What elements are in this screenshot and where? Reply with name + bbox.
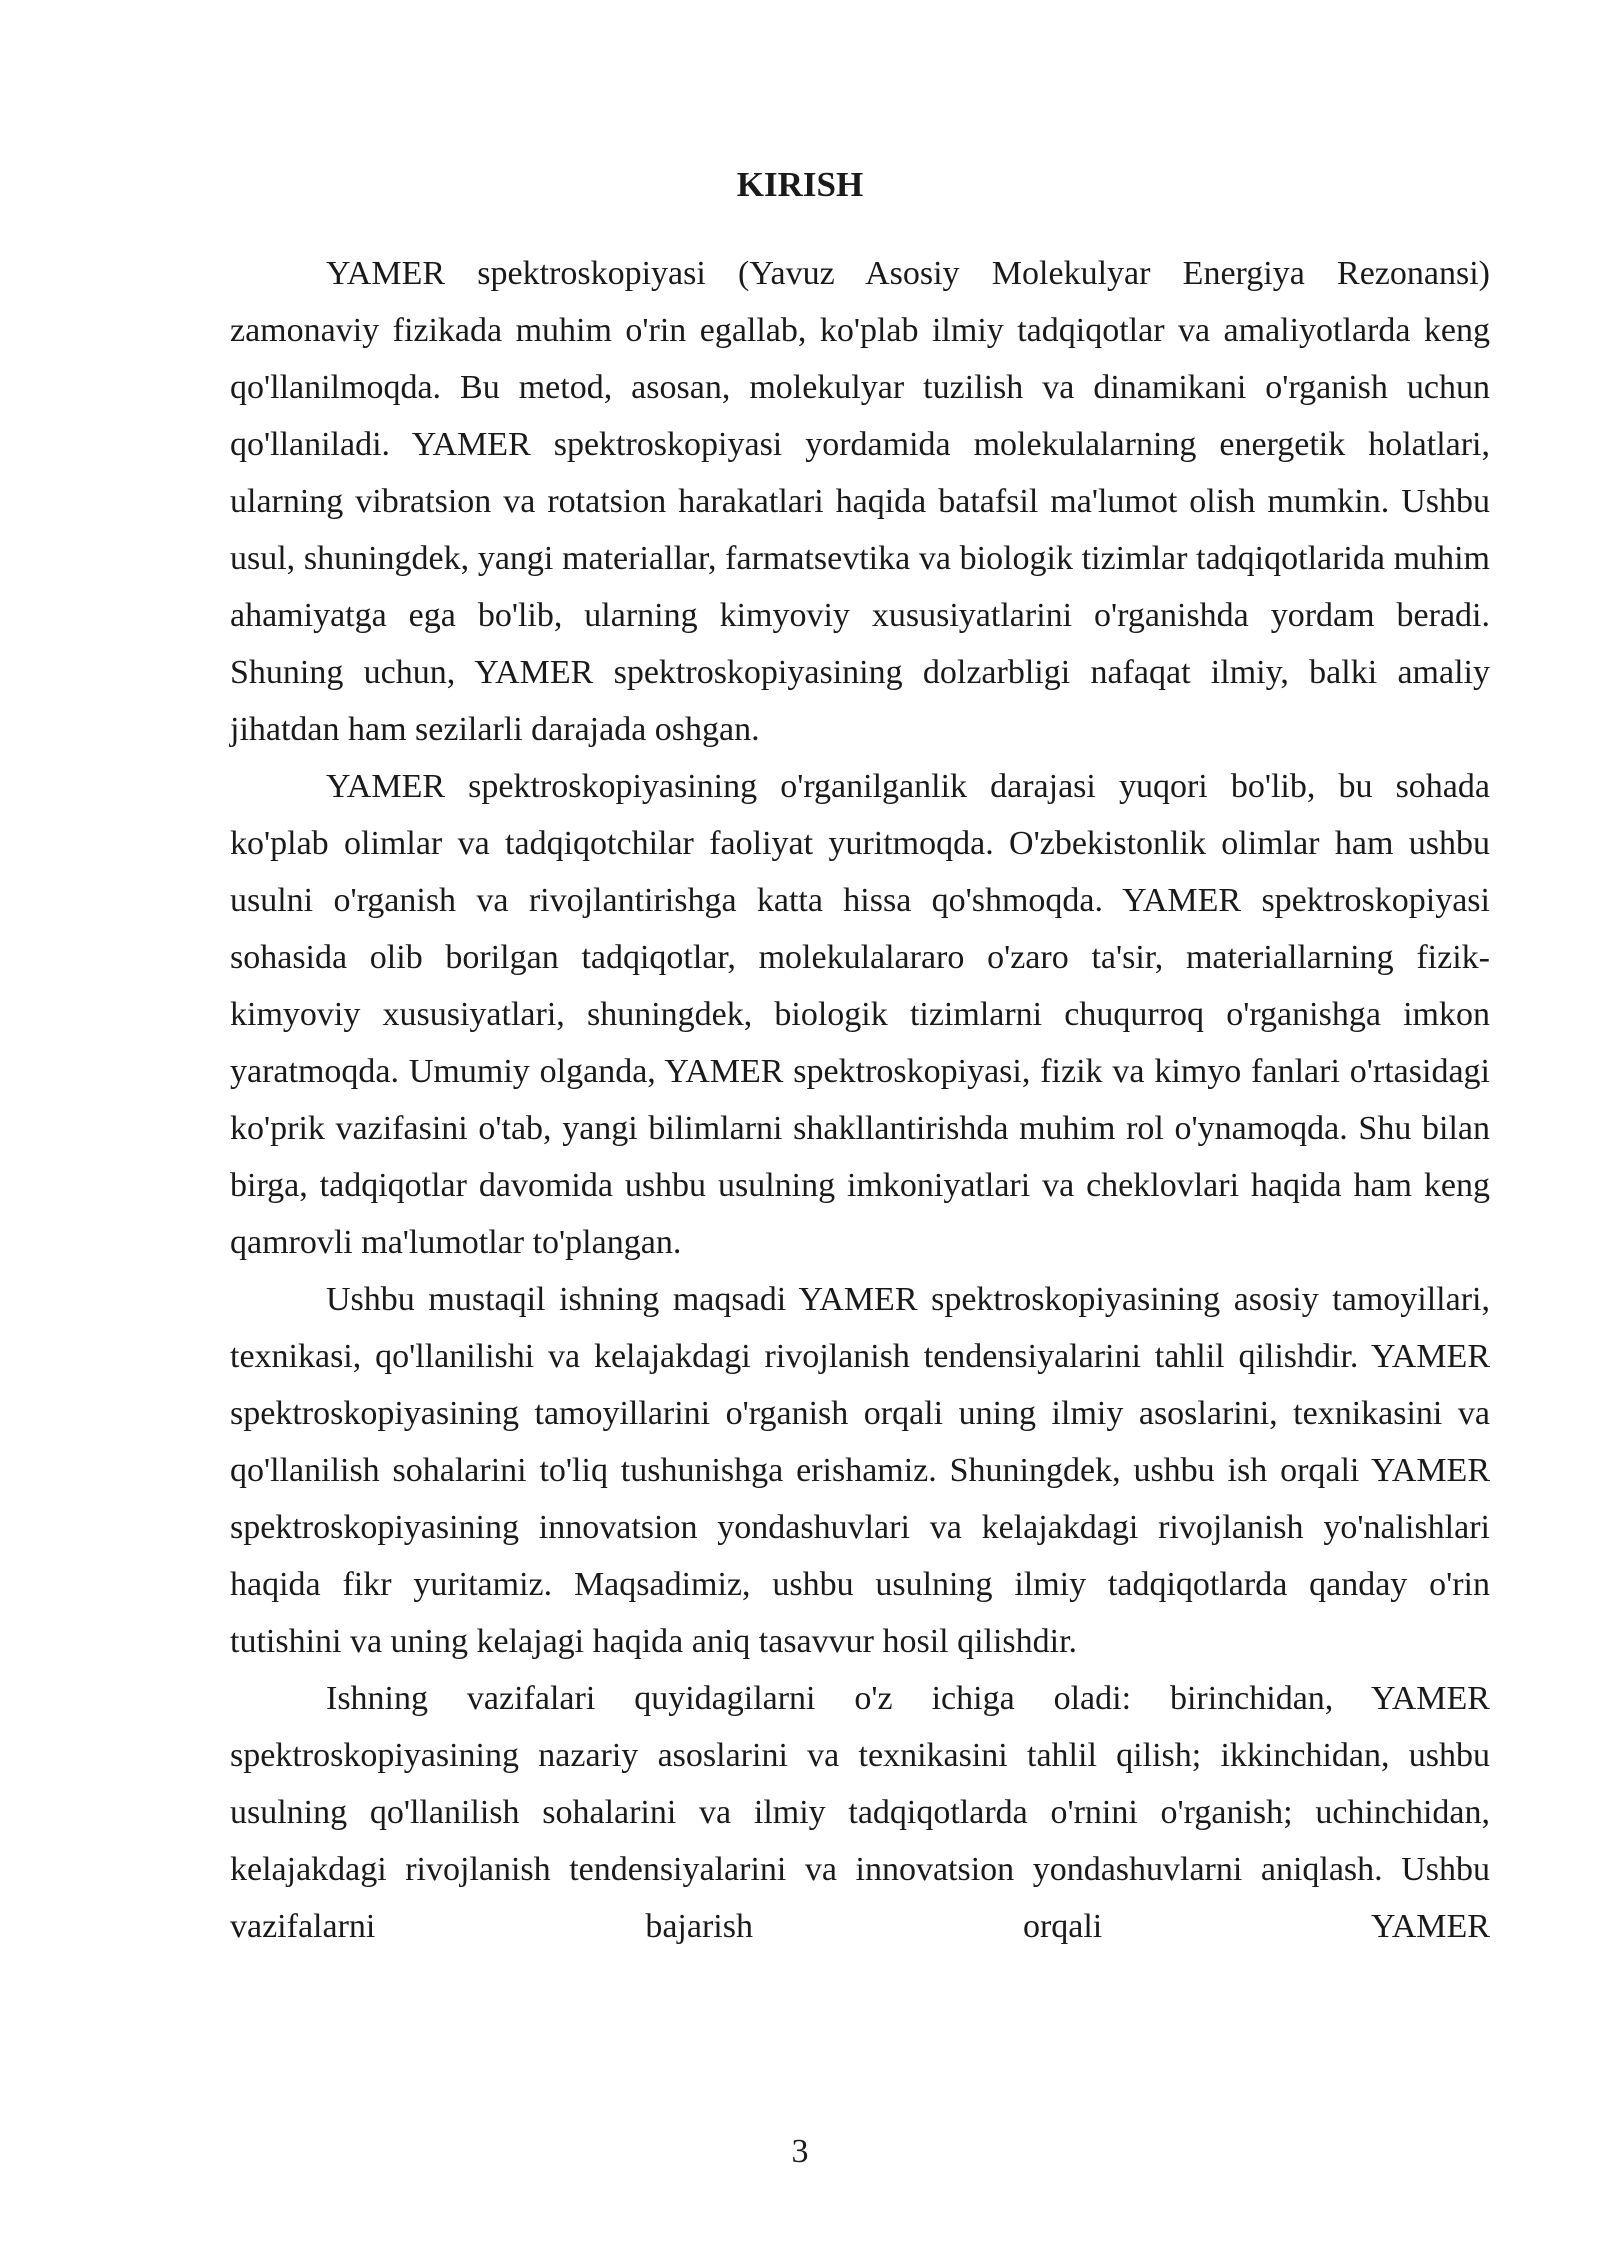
paragraph-2: YAMER spektroskopiyasining o'rganilganlik darajasi yuqori bo'lib, bu sohada ko'plab olimlar va tadqiqotchilar faoliyat yuritmoqda. O'zbekistonlik olimlar ham ushbu usulni o'rganish va rivojlantirishga katta hissa qo'shmoqda. YAMER spektroskopiyasi sohasida olib borilgan tadqiqotlar, molekulalararo o'zaro ta'sir, materiallarning fizik-kimyoviy xususiyatlari, shuningdek, biologik tizimlarni chuqurroq o'rganishga imkon yaratmoqda. Umumiy olganda, YAMER spektroskopiyasi, fizik va kimyo fanlari o'rtasidagi ko'prik vazifasini o'tab, yangi bilimlarni shakllantirishda muhim rol o'ynamoqda. Shu bilan birga, tadqiqotlar davomida ushbu usulning imkoniyatlari va cheklovlari haqida ham keng qamrovli ma'lumotlar to'plangan. <box>230 768 1490 1261</box>
paragraph-3: Ushbu mustaqil ishning maqsadi YAMER spektroskopiyasining asosiy tamoyillari, texnikasi, qo'llanilishi va kelajakdagi rivojlanish tendensiyalarini tahlil qilishdir. YAMER spektroskopiyasining tamoyillarini o'rganish orqali uning ilmiy asoslarini, texnikasini va qo'llanilish sohalarini to'liq tushunishga erishamiz. Shuningdek, ushbu ish orqali YAMER spektroskopiyasining innovatsion yondashuvlari va kelajakdagi rivojlanish yo'nalishlari haqida fikr yuritamiz. Maqsadimiz, ushbu usulning ilmiy tadqiqotlarda qanday o'rin tutishini va uning kelajagi haqida aniq tasavvur hosil qilishdir. <box>230 1281 1490 1660</box>
body-text <box>230 245 1490 1955</box>
section-heading: KIRISH <box>736 165 864 204</box>
page-number: 3 <box>791 2133 809 2170</box>
paragraph-1: YAMER spektroskopiyasi (Yavuz Asosiy Molekulyar Energiya Rezonansi) zamonaviy fizikada muhim o'rin egallab, ko'plab ilmiy tadqiqotlar va amaliyotlarda keng qo'llanilmoqda. Bu metod, asosan, molekulyar tuzilish va dinamikani o'rganish uchun qo'llaniladi. YAMER spektroskopiyasi yordamida molekulalarning energetik holatlari, ularning vibratsion va rotatsion harakatlari haqida batafsil ma'lumot olish mumkin. Ushbu usul, shuningdek, yangi materiallar, farmatsevtika va biologik tizimlar tadqiqotlarida muhim ahamiyatga ega bo'lib, ularning kimyoviy xususiyatlarini o'rganishda yordam beradi. Shuning uchun, YAMER spektroskopiyasining dolzarbligi nafaqat ilmiy, balki amaliy jihatdan ham sezilarli darajada oshgan. <box>230 255 1490 748</box>
paragraph-4: Ishning vazifalari quyidagilarni o'z ichiga oladi: birinchidan, YAMER spektroskopiyasining nazariy asoslarini va texnikasini tahlil qilish; ikkinchidan, ushbu usulning qo'llanilish sohalarini va ilmiy tadqiqotlarda o'rnini o'rganish; uchinchidan, kelajakdagi rivojlanish tendensiyalarini va innovatsion yondashuvlarni aniqlash. Ushbu vazifalarni bajarish orqali YAMER <box>230 1680 1490 1945</box>
